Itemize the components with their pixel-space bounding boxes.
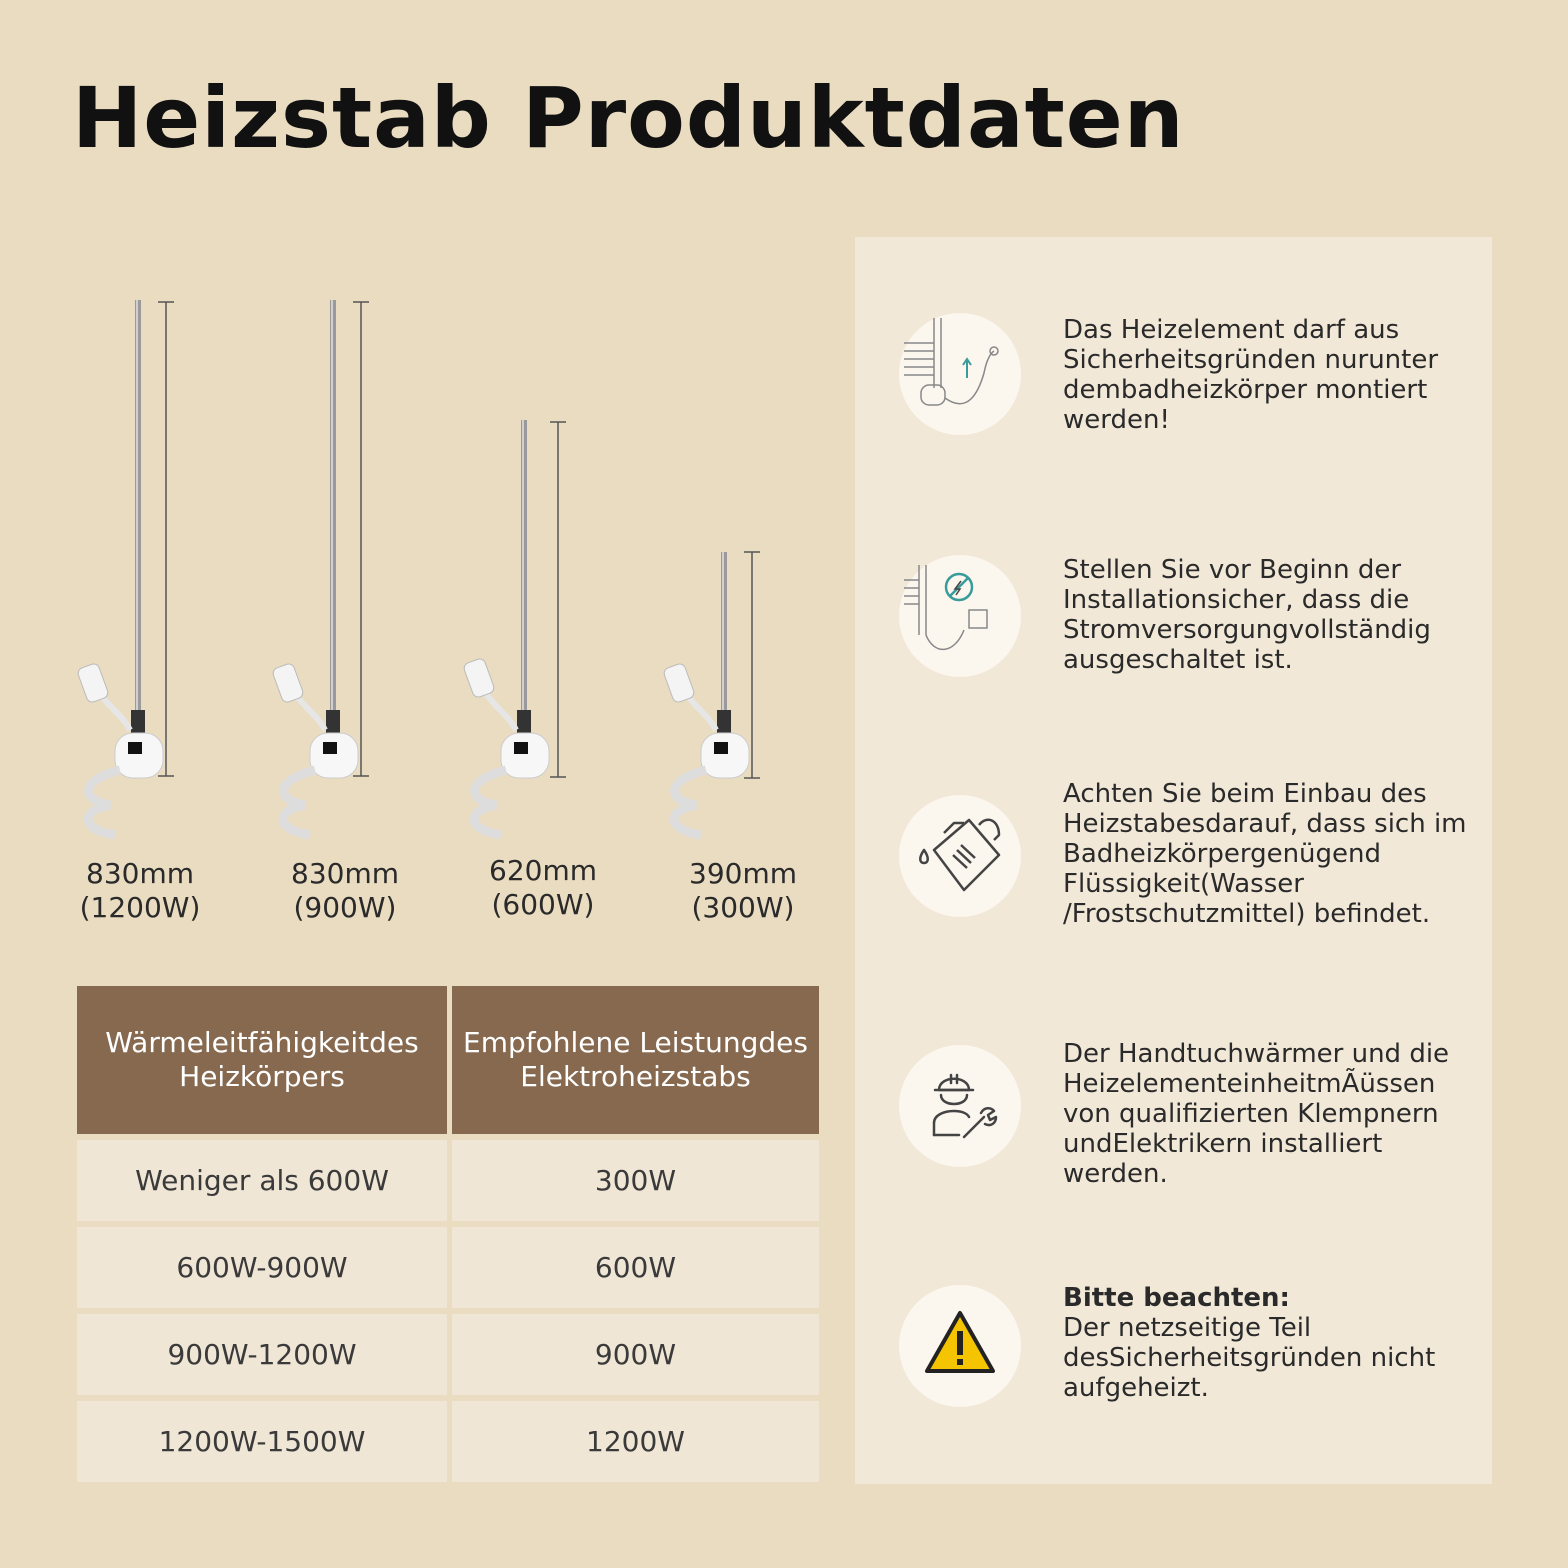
heater-power: (300W) <box>691 891 795 924</box>
heater-length: 830mm <box>86 857 194 890</box>
fluid-can-icon <box>899 795 1021 917</box>
heater-label-1 <box>40 857 240 925</box>
note-heading: Bitte beachten: <box>1063 1283 1290 1313</box>
table-cell: 600W-900W <box>77 1227 447 1308</box>
table-cell: 900W <box>452 1314 819 1395</box>
power-table <box>77 986 819 1488</box>
note-text: Der Handtuchwärmer und die HeizelementeinheitmÃüssen von qualifizierten Klempnern undElektrikern installiert werden. <box>1063 1039 1450 1189</box>
page-title: Heizstab Produktdaten <box>72 69 1185 167</box>
heater-power: (1200W) <box>79 891 201 924</box>
heater-image-300w <box>648 290 838 850</box>
heater-image-1200w <box>60 290 250 850</box>
table-cell: 900W-1200W <box>77 1314 447 1395</box>
safety-notes-panel <box>855 237 1492 1484</box>
table-row <box>77 1314 819 1395</box>
table-header-cell: Empfohlene Leistungdes Elektroheizstabs <box>452 986 819 1134</box>
radiator-install-icon <box>899 313 1021 435</box>
note-text: Achten Sie beim Einbau des Heizstabesdarauf, dass sich im Badheizkörpergenügend Flüssigkeit(Wasser /Frostschutzmittel) befindet. <box>1063 779 1467 929</box>
heater-label-4 <box>643 857 843 925</box>
table-row <box>77 1227 819 1308</box>
heater-power: (900W) <box>293 891 397 924</box>
table-row <box>77 1140 819 1221</box>
heater-image-600w <box>449 290 639 850</box>
worker-icon <box>899 1045 1021 1167</box>
note-text: Stellen Sie vor Beginn der Installationsicher, dass die Stromversorgungvollständig ausgeschaltet ist. <box>1063 555 1431 675</box>
table-header-cell: Wärmeleitfähigkeitdes Heizkörpers <box>77 986 447 1134</box>
table-cell: Weniger als 600W <box>77 1140 447 1221</box>
table-cell: 300W <box>452 1140 819 1221</box>
table-cell: 600W <box>452 1227 819 1308</box>
heater-length: 620mm <box>489 854 597 887</box>
heater-label-2 <box>245 857 445 925</box>
heater-length: 390mm <box>689 857 797 890</box>
power-off-icon <box>899 555 1021 677</box>
heater-label-3 <box>443 854 643 922</box>
heater-length: 830mm <box>291 857 399 890</box>
warning-icon <box>899 1285 1021 1407</box>
note-text: Das Heizelement darf aus Sicherheitsgründen nurunter dembadheizkörper montiert werden! <box>1063 315 1439 435</box>
table-cell: 1200W-1500W <box>77 1401 447 1482</box>
note-body: Der netzseitige Teil desSicherheitsgründen nicht aufgeheizt. <box>1063 1313 1436 1403</box>
table-header-row <box>77 986 819 1134</box>
table-cell: 1200W <box>452 1401 819 1482</box>
heater-image-900w <box>255 290 445 850</box>
heater-power: (600W) <box>491 888 595 921</box>
note-text <box>1063 1283 1473 1403</box>
table-row <box>77 1401 819 1482</box>
